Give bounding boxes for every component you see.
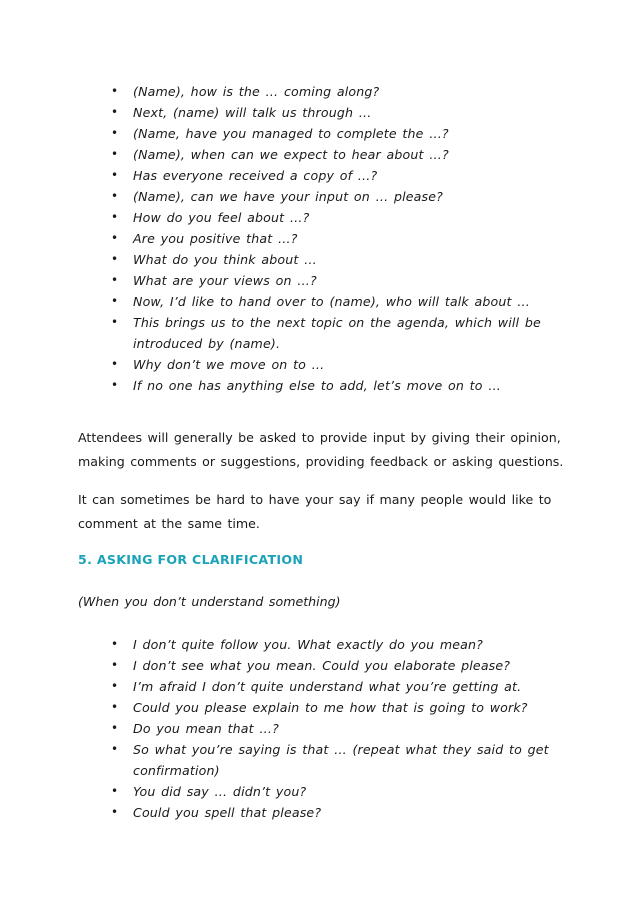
list-item: • Why don’t we move on to … [111,354,591,375]
section-heading: 5. ASKING FOR CLARIFICATION [78,552,304,567]
clarification-phrases-list [111,634,591,823]
body-paragraph: Attendees will generally be asked to provide input by giving their opinion, making comments or suggestions, providing feedback or asking questions. [78,430,564,469]
list-item: • You did say … didn’t you? [111,781,591,802]
list-item: • What are your views on …? [111,270,591,291]
meeting-phrases-list [111,81,591,396]
list-item: • How do you feel about …? [111,207,591,228]
list-item: • Next, (name) will talk us through … [111,102,591,123]
list-item: • Are you positive that …? [111,228,591,249]
list-item: • Could you please explain to me how that is going to work? [111,697,591,718]
list-item: • (Name), can we have your input on … please? [111,186,591,207]
list-item: • I don’t see what you mean. Could you elaborate please? [111,655,591,676]
list-item: • What do you think about … [111,249,591,270]
body-paragraph: It can sometimes be hard to have your say if many people would like to comment at the same time. [78,492,552,531]
list-item: • So what you’re saying is that … (repeat what they said to get confirmation) [111,739,591,781]
list-item: • (Name, have you managed to complete the …? [111,123,591,144]
list-item: • Has everyone received a copy of …? [111,165,591,186]
list-item: • (Name), how is the … coming along? [111,81,591,102]
list-item: • I’m afraid I don’t quite understand what you’re getting at. [111,676,591,697]
list-item: • Now, I’d like to hand over to (name), who will talk about … [111,291,591,312]
list-item: • (Name), when can we expect to hear about …? [111,144,591,165]
list-item: • Could you spell that please? [111,802,591,823]
list-item: • This brings us to the next topic on the agenda, which will be introduced by (name). [111,312,591,354]
section-note: (When you don’t understand something) [78,594,341,609]
list-item: • Do you mean that …? [111,718,591,739]
list-item: • I don’t quite follow you. What exactly do you mean? [111,634,591,655]
list-item: • If no one has anything else to add, let’s move on to … [111,375,591,396]
